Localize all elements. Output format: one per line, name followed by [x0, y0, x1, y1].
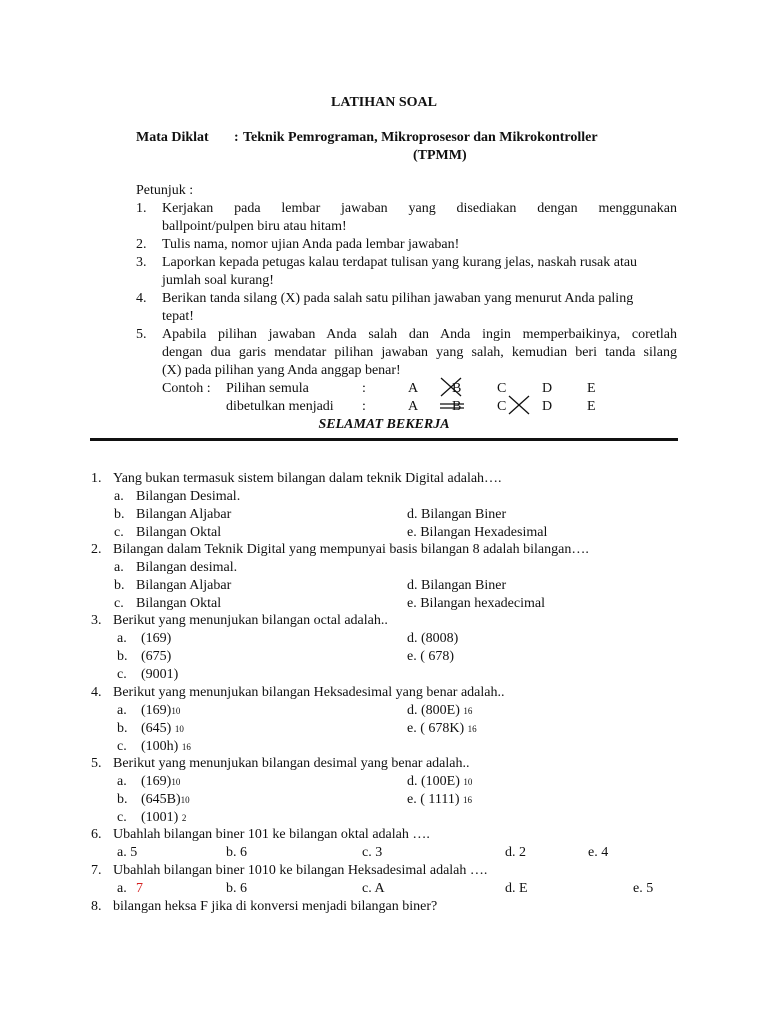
example-option: A — [408, 399, 419, 414]
question-text: Berikut yang menunjukan bilangan octal adalah.. — [113, 613, 388, 628]
option-label: c. — [117, 810, 127, 825]
closing-text: SELAMAT BEKERJA — [318, 417, 450, 432]
option-text: c. 3 — [362, 845, 383, 860]
question-number: 1. — [91, 471, 102, 486]
example-option: C — [497, 381, 507, 396]
option-label: a. — [117, 774, 127, 789]
option-text: e. 4 — [588, 845, 609, 860]
option-label: b. — [117, 649, 128, 664]
option-text: b. 6 — [226, 845, 247, 860]
option-label: a. — [117, 703, 127, 718]
option-label: b. — [117, 721, 128, 736]
example-row1-label: Pilihan semula — [226, 381, 309, 396]
option-text: (1001) 2 — [141, 810, 187, 825]
option-text: (100h) 16 — [141, 739, 191, 754]
option-label: a. — [117, 881, 127, 896]
option-label: b. — [114, 507, 125, 522]
example-option: D — [542, 399, 553, 414]
option-label: b. — [114, 578, 125, 593]
instruction-text-cont: dengan dua garis mendatar pilihan jawaban yang salah, kemudian beri tanda silang — [162, 345, 677, 360]
instruction-text: Berikan tanda silang (X) pada salah satu pilihan jawaban yang menurut Anda paling — [162, 291, 634, 306]
question-text: Ubahlah bilangan biner 101 ke bilangan oktal adalah …. — [113, 827, 430, 842]
option-text: e. ( 678K) 16 — [407, 721, 477, 736]
option-text: (169)10 — [141, 774, 181, 789]
option-text: (169) — [141, 631, 172, 646]
instruction-text: Apabila pilihan jawaban Anda salah dan Anda ingin memperbaikinya, coretlah — [162, 327, 677, 342]
option-text: (9001) — [141, 667, 179, 682]
instruction-num: 4. — [136, 291, 147, 306]
example-marks — [0, 0, 768, 440]
cross-mark-icon — [509, 396, 529, 414]
option-text: (645) 10 — [141, 721, 184, 736]
option-text: e. ( 1111) 16 — [407, 792, 472, 807]
example-colon: : — [362, 381, 366, 396]
question-text: bilangan heksa F jika di konversi menjadi bilangan biner? — [113, 899, 438, 914]
option-text: Bilangan Oktal — [136, 525, 222, 540]
subject-value: Teknik Pemrograman, Mikroprosesor dan Mikrokontroller — [243, 130, 598, 145]
example-row2-label: dibetulkan menjadi — [226, 399, 334, 414]
example-label: Contoh : — [162, 381, 211, 396]
instruction-text: Kerjakan pada lembar jawaban yang disediakan dengan menggunakan — [162, 201, 677, 216]
instruction-num: 5. — [136, 327, 147, 342]
question-number: 2. — [91, 542, 102, 557]
option-label: a. — [114, 560, 124, 575]
option-label: a. — [117, 631, 127, 646]
example-option: E — [587, 399, 596, 414]
question-number: 6. — [91, 827, 102, 842]
instruction-text-cont: ballpoint/pulpen biru atau hitam! — [162, 219, 347, 234]
divider — [90, 438, 678, 441]
question-text: Bilangan dalam Teknik Digital yang mempunyai basis bilangan 8 adalah bilangan…. — [113, 542, 589, 557]
question-number: 8. — [91, 899, 102, 914]
option-text: c. A — [362, 881, 385, 896]
option-text: d. (100E) 10 — [407, 774, 473, 789]
example-option: E — [587, 381, 596, 396]
option-text: e. ( 678) — [407, 649, 455, 664]
question-text: Berikut yang menunjukan bilangan desimal yang benar adalah.. — [113, 756, 470, 771]
instruction-text: Tulis nama, nomor ujian Anda pada lembar jawaban! — [162, 237, 460, 252]
example-option: D — [542, 381, 553, 396]
double-strike-icon — [440, 404, 464, 408]
example-option: A — [408, 381, 419, 396]
option-text: d. Bilangan Biner — [407, 578, 507, 593]
option-label: c. — [114, 525, 124, 540]
option-text: d. 2 — [505, 845, 526, 860]
question-number: 4. — [91, 685, 102, 700]
option-text: a. 5 — [117, 845, 138, 860]
instruction-text: Laporkan kepada petugas kalau terdapat tulisan yang kurang jelas, naskah rusak atau — [162, 255, 638, 270]
option-label: c. — [114, 596, 124, 611]
option-text: d. (8008) — [407, 631, 459, 646]
option-label: b. — [117, 792, 128, 807]
page-title: LATIHAN SOAL — [331, 95, 437, 110]
option-text: (645B)10 — [141, 792, 190, 807]
highlighted-answer: 7 — [136, 881, 143, 896]
option-text: Bilangan Desimal. — [136, 489, 241, 504]
instructions-heading: Petunjuk : — [136, 183, 194, 198]
option-text: (169)10 — [141, 703, 181, 718]
question-number: 3. — [91, 613, 102, 628]
question-text: Berikut yang menunjukan bilangan Heksadesimal yang benar adalah.. — [113, 685, 505, 700]
instruction-num: 2. — [136, 237, 147, 252]
subject-value-2: (TPMM) — [413, 148, 467, 163]
option-text: Bilangan desimal. — [136, 560, 238, 575]
option-text: e. Bilangan Hexadesimal — [407, 525, 548, 540]
option-text: Bilangan Oktal — [136, 596, 222, 611]
instruction-text-cont: tepat! — [162, 309, 194, 324]
option-text: (675) — [141, 649, 172, 664]
option-text: d. E — [505, 881, 528, 896]
option-label: c. — [117, 739, 127, 754]
option-text: e. Bilangan hexadecimal — [407, 596, 545, 611]
instruction-num: 3. — [136, 255, 147, 270]
question-number: 5. — [91, 756, 102, 771]
option-text: d. Bilangan Biner — [407, 507, 507, 522]
instruction-text-cont: jumlah soal kurang! — [162, 273, 274, 288]
option-text: d. (800E) 16 — [407, 703, 473, 718]
example-option: C — [497, 399, 507, 414]
instruction-text-cont: (X) pada pilihan yang Anda anggap benar! — [162, 363, 401, 378]
option-label: a. — [114, 489, 124, 504]
option-text: Bilangan Aljabar — [136, 507, 232, 522]
question-text: Yang bukan termasuk sistem bilangan dalam teknik Digital adalah…. — [113, 471, 502, 486]
instruction-num: 1. — [136, 201, 147, 216]
example-option: B — [452, 381, 462, 396]
option-label: c. — [117, 667, 127, 682]
example-colon: : — [362, 399, 366, 414]
option-text: Bilangan Aljabar — [136, 578, 232, 593]
subject-label: Mata Diklat — [136, 130, 209, 145]
subject-colon: : — [234, 130, 239, 145]
question-number: 7. — [91, 863, 102, 878]
option-text: b. 6 — [226, 881, 247, 896]
option-text: e. 5 — [633, 881, 654, 896]
cross-mark-icon — [441, 378, 461, 396]
example-option: B — [452, 399, 462, 414]
question-text: Ubahlah bilangan biner 1010 ke bilangan Heksadesimal adalah …. — [113, 863, 488, 878]
